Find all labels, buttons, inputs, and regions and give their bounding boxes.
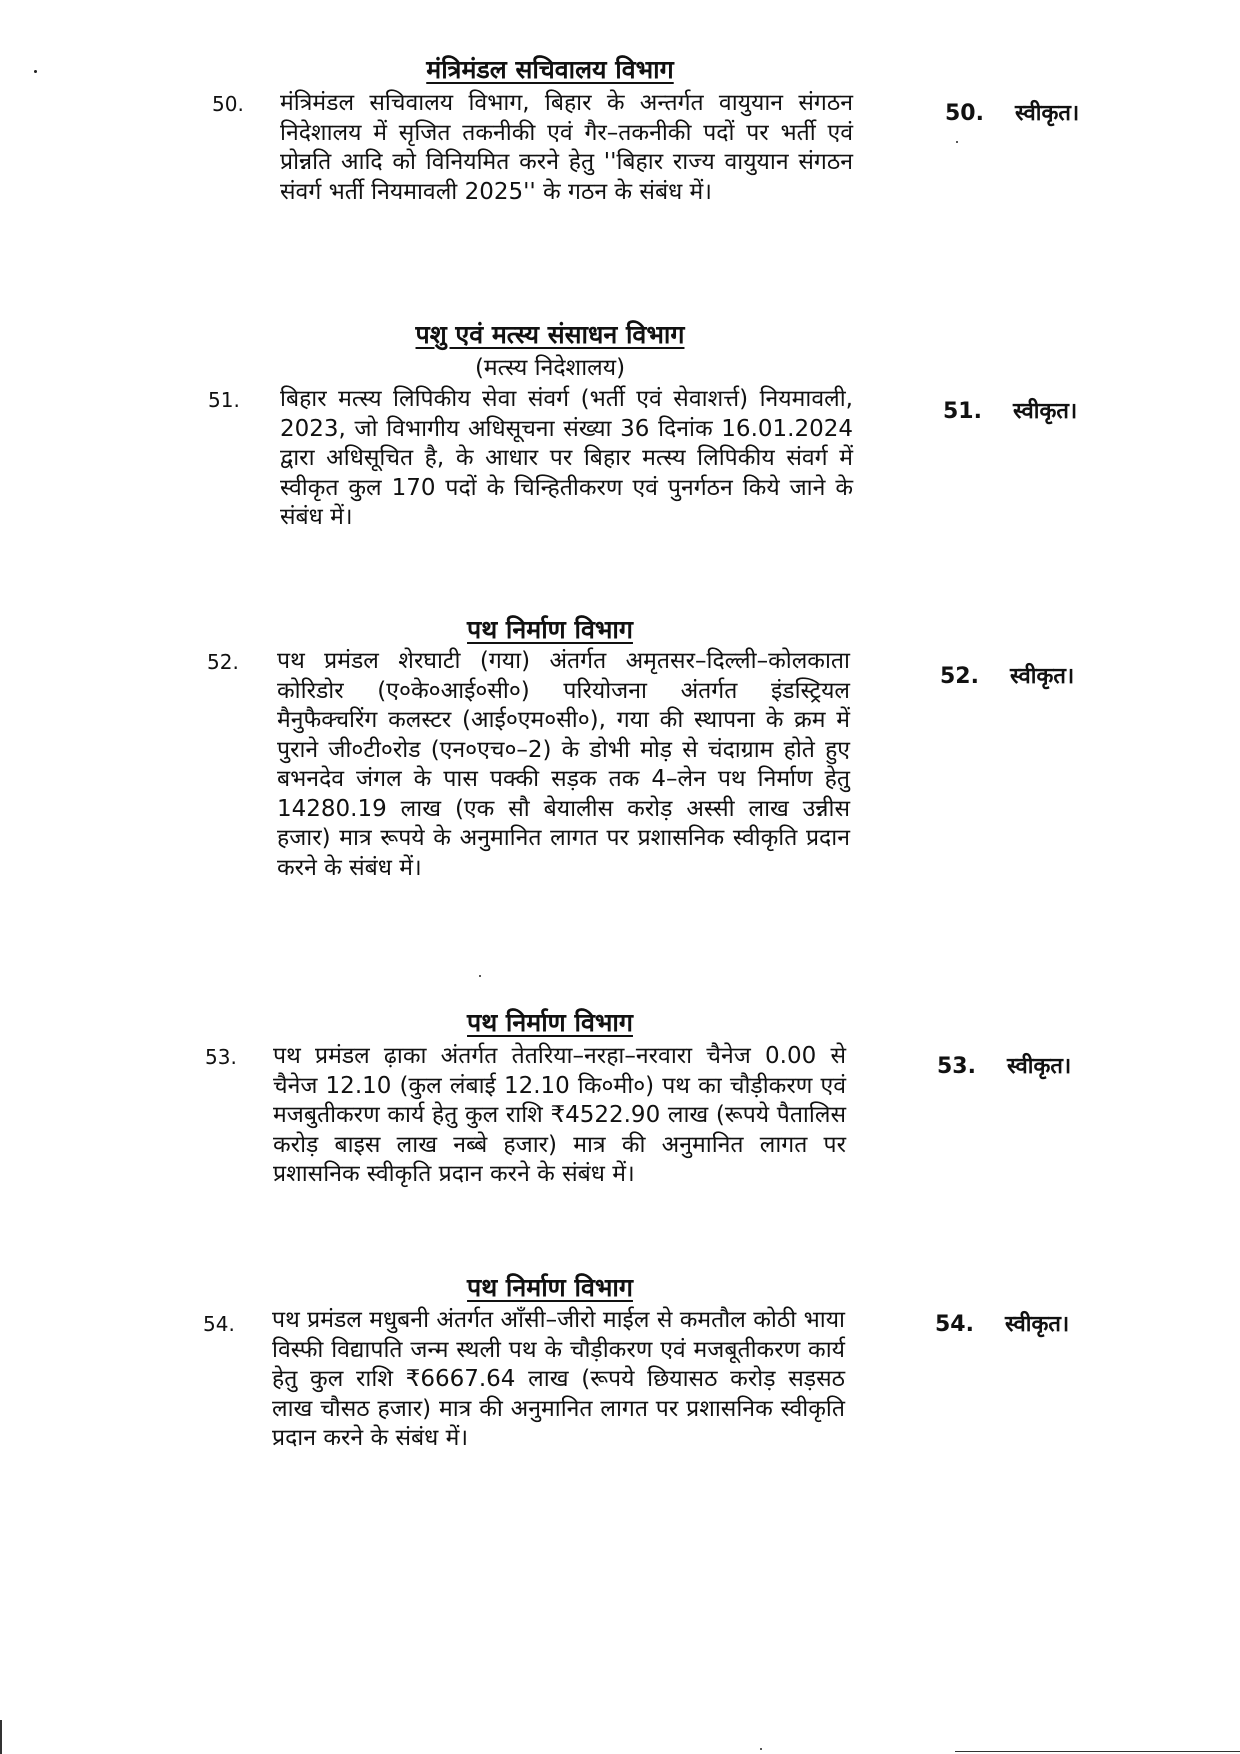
decision-status: स्वीकृत। [1015,101,1080,126]
item-text: पथ प्रमंडल शेरघाटी (गया) अंतर्गत अमृतसर–दिल्ली–कोलकाता कोरिडोर (ए०के०आई०सी०) परियोजना अंतर्गत इंडस्ट्रियल मैनुफैक्चरिंग कलस्टर (आई०एम०सी०), गया की स्थापना के क्रम में पुराने जी०टी०रोड (एन०एच०–2) के डोभी मोड़ से चंदाग्राम होते हुए बभनदेव जंगल के पास पक्की सड़क तक 4–लेन पथ निर्माण हेतु 14280.19 लाख (एक सौ बेयालीस करोड़ अस्सी लाख उन्नीस हजार) मात्र रूपये के अनुमानित लागत पर प्रशासनिक स्वीकृति प्रदान करने के संबंध में। [277,648,850,881]
scan-speck [760,1748,762,1750]
decision-number: 51. [943,399,982,424]
scan-edge-line [0,1720,2,1754]
decision-status: स्वीकृत। [1010,664,1075,689]
department-heading: पशु एवं मत्स्य संसाधन विभाग [415,320,685,349]
decision [940,660,1074,690]
item-number: 52. [207,650,239,674]
item-number: 53. [205,1045,237,1069]
decision-status: स्वीकृत। [1005,1312,1070,1337]
decision-number: 50. [945,101,984,126]
scan-speck [34,70,37,73]
department-heading: पथ निर्माण विभाग [467,1008,633,1037]
item-text: बिहार मत्स्य लिपिकीय सेवा संवर्ग (भर्ती एवं सेवाशर्त्त) नियमावली, 2023, जो विभागीय अधिसूचना संख्या 36 दिनांक 16.01.2024 द्वारा अधिसूचित है, के आधार पर बिहार मत्स्य लिपिकीय संवर्ग में स्वीकृत कुल 170 पदों के चिन्हितीकरण एवं पुनर्गठन किये जाने के संबंध में। [280,386,853,530]
sub-department-heading: (मत्स्य निदेशालय) [474,355,626,381]
department-heading: मंत्रिमंडल सचिवालय विभाग [426,55,674,84]
item-number: 50. [212,92,244,116]
item-number: 51. [208,388,240,412]
decision [937,1050,1071,1080]
scan-speck [479,975,481,977]
decision [935,1308,1069,1338]
item-text: पथ प्रमंडल मधुबनी अंतर्गत आँसी–जीरो माईल से कमतौल कोठी भाया विस्फी विद्यापति जन्म स्थली पथ के चौड़ीकरण एवं मजबूतीकरण कार्य हेतु कुल राशि ₹6667.64 लाख (रूपये छियासठ करोड़ सड़सठ लाख चौसठ हजार) मात्र की अनुमानित लागत पर प्रशासनिक स्वीकृति प्रदान करने के संबंध में। [272,1307,845,1451]
decision [945,97,1079,127]
decision-status: स्वीकृत। [1007,1054,1072,1079]
decision-number: 54. [935,1312,974,1337]
decision-number: 52. [940,664,979,689]
decision-number: 53. [937,1054,976,1079]
item-number: 54. [203,1312,235,1336]
decision [943,395,1077,425]
department-heading: पथ निर्माण विभाग [467,1273,633,1302]
decision-status: स्वीकृत। [1013,399,1078,424]
scan-speck [956,141,958,143]
department-heading: पथ निर्माण विभाग [467,615,633,644]
item-text: मंत्रिमंडल सचिवालय विभाग, बिहार के अन्तर्गत वायुयान संगठन निदेशालय में सृजित तकनीकी एवं गैर–तकनीकी पदों पर भर्ती एवं प्रोन्नति आदि को विनियमित करने हेतु ''बिहार राज्य वायुयान संगठन संवर्ग भर्ती नियमावली 2025'' के गठन के संबंध में। [280,90,853,205]
scan-edge-line [955,1751,1240,1752]
item-text: पथ प्रमंडल ढ़ाका अंतर्गत तेतरिया–नरहा–नरवारा चैनेज 0.00 से चैनेज 12.10 (कुल लंबाई 12.10 कि०मी०) पथ का चौड़ीकरण एवं मजबुतीकरण कार्य हेतु कुल राशि ₹4522.90 लाख (रूपये पैतालिस करोड़ बाइस लाख नब्बे हजार) मात्र की अनुमानित लागत पर प्रशासनिक स्वीकृति प्रदान करने के संबंध में। [273,1043,846,1187]
